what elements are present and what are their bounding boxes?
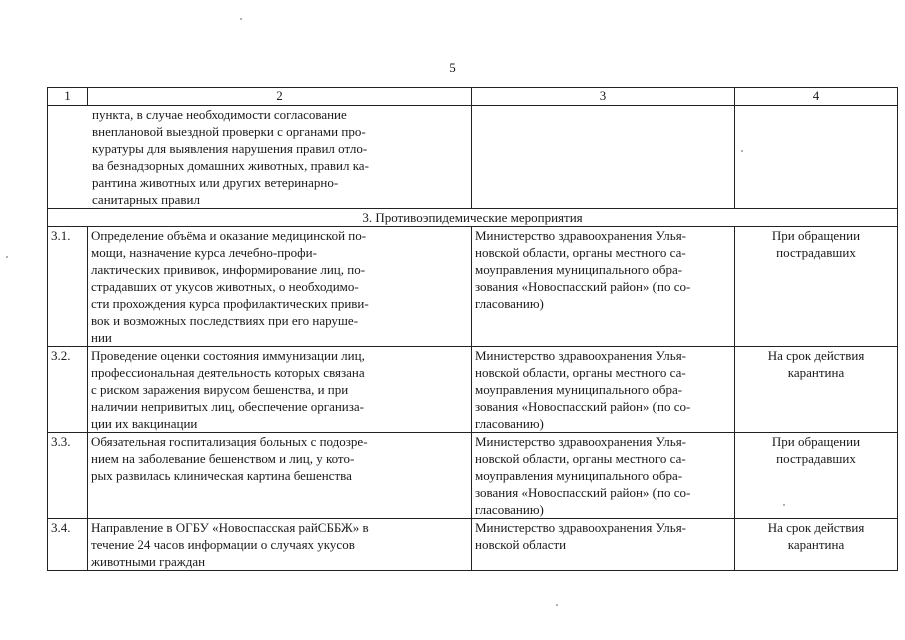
text-line: При обращении <box>771 228 861 243</box>
section-row <box>48 209 898 227</box>
text-line: вок и возможных последствиях при его наруше- <box>91 313 359 328</box>
text-line: Определение объёма и оказание медицинской по- <box>91 228 367 243</box>
text-line: На срок действия <box>767 520 865 535</box>
scan-speck <box>240 18 242 20</box>
text-line: животными граждан <box>91 554 206 569</box>
text-line: Проведение оценки состояния иммунизации лиц, <box>91 348 365 363</box>
page-number: 5 <box>449 60 456 75</box>
continuation-text <box>48 106 472 209</box>
text-line: рых развилась клиническая картина бешенства <box>91 468 352 483</box>
row-number: 3.4. <box>48 519 88 571</box>
measure-description <box>88 519 472 571</box>
text-line: наличии непривитых лиц, обеспечение организа- <box>91 399 364 414</box>
executor-cell <box>472 106 735 209</box>
scan-speck <box>741 150 743 152</box>
responsible-executor <box>472 519 735 571</box>
text-line: зования «Новоспасский район» (по со- <box>475 485 691 500</box>
text-line: пострадавших <box>776 451 856 466</box>
column-header: 1 <box>48 88 88 106</box>
text-line: зования «Новоспасский район» (по со- <box>475 279 691 294</box>
row-number: 3.3. <box>48 433 88 519</box>
text-line: пострадавших <box>776 245 856 260</box>
text-line: куратуры для выявления нарушения правил отло- <box>92 141 368 156</box>
row-number: 3.2. <box>48 347 88 433</box>
text-line: ции их вакцинации <box>91 416 198 431</box>
text-line: Министерство здравоохранения Улья- <box>475 228 687 243</box>
text-line: Направление в ОГБУ «Новоспасская райСББЖ» в <box>91 520 369 535</box>
continuation-row <box>48 106 898 209</box>
text-line: гласованию) <box>475 416 544 431</box>
responsible-executor <box>472 433 735 519</box>
text-line: страдавших от укусов животных, о необходимо- <box>91 279 359 294</box>
table-row <box>48 433 898 519</box>
text-line: рантина животных или других ветеринарно- <box>92 175 339 190</box>
scan-speck <box>6 256 8 258</box>
text-line: с риском заражения вирусом бешенства, и при <box>91 382 349 397</box>
table-row <box>48 347 898 433</box>
responsible-executor <box>472 227 735 347</box>
execution-term <box>735 519 898 571</box>
text-line: Министерство здравоохранения Улья- <box>475 520 687 535</box>
text-line: При обращении <box>771 434 861 449</box>
section-title: 3. Противоэпидемические мероприятия <box>48 209 898 227</box>
measures-rows <box>48 227 898 571</box>
text-line: моуправления муниципального обра- <box>475 468 683 483</box>
measure-description <box>88 347 472 433</box>
measure-description <box>88 227 472 347</box>
text-line: карантина <box>787 537 845 552</box>
text-line: лактических прививок, информирование лиц, по- <box>91 262 366 277</box>
measures-table <box>47 87 898 571</box>
text-line: мощи, назначение курса лечебно-профи- <box>91 245 317 260</box>
text-line: внеплановой выездной проверки с органами про- <box>92 124 366 139</box>
text-line: пункта, в случае необходимости согласование <box>92 107 347 122</box>
execution-term <box>735 433 898 519</box>
text-line: новской области <box>475 537 567 552</box>
text-line: гласованию) <box>475 296 544 311</box>
scan-speck <box>783 504 785 506</box>
text-line: нии <box>91 330 112 345</box>
execution-term <box>735 347 898 433</box>
table-row <box>48 227 898 347</box>
text-line: ва безнадзорных домашних животных, правил ка- <box>92 158 369 173</box>
text-line: гласованию) <box>475 502 544 517</box>
text-line: нием на заболевание бешенством и лиц, у кото- <box>91 451 355 466</box>
text-line: новской области, органы местного са- <box>475 451 686 466</box>
text-line: течение 24 часов информации о случаях укусов <box>91 537 355 552</box>
text-line: моуправления муниципального обра- <box>475 262 683 277</box>
text-line: Обязательная госпитализация больных с подозре- <box>91 434 368 449</box>
responsible-executor <box>472 347 735 433</box>
text-line: Министерство здравоохранения Улья- <box>475 434 687 449</box>
text-line: санитарных правил <box>92 192 200 207</box>
text-line: моуправления муниципального обра- <box>475 382 683 397</box>
text-line: зования «Новоспасский район» (по со- <box>475 399 691 414</box>
column-header: 2 <box>88 88 472 106</box>
table-row <box>48 519 898 571</box>
scan-speck <box>556 604 558 606</box>
text-line: новской области, органы местного са- <box>475 245 686 260</box>
text-line: Министерство здравоохранения Улья- <box>475 348 687 363</box>
measure-description <box>88 433 472 519</box>
text-line: карантина <box>787 365 845 380</box>
execution-term <box>735 227 898 347</box>
row-number: 3.1. <box>48 227 88 347</box>
table-header-row <box>48 88 898 106</box>
text-line: На срок действия <box>767 348 865 363</box>
text-line: профессиональная деятельность которых связана <box>91 365 365 380</box>
column-header: 4 <box>735 88 898 106</box>
column-header: 3 <box>472 88 735 106</box>
term-cell <box>735 106 898 209</box>
text-line: новской области, органы местного са- <box>475 365 686 380</box>
text-line: сти прохождения курса профилактических приви- <box>91 296 369 311</box>
